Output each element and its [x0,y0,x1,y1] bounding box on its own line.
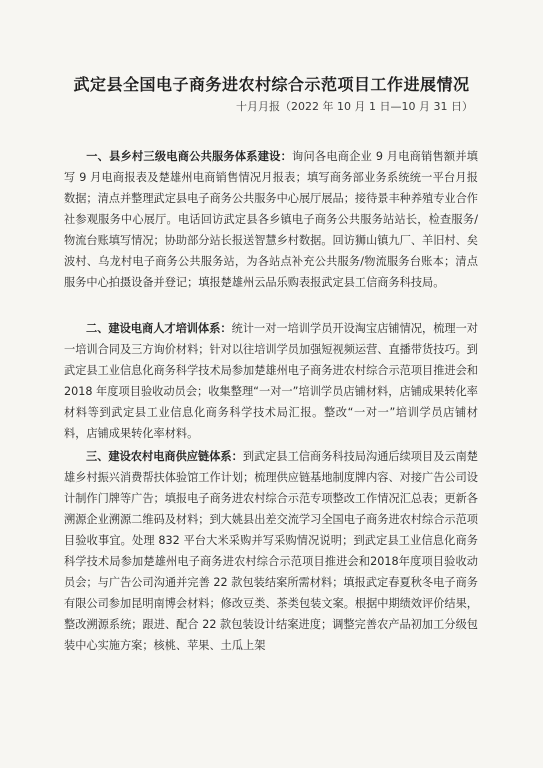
section-3-body: 到武定县工信商务科技局沟通后续项目及云南楚雄乡村振兴消费帮扶体验馆工作计划；梳理供应链基地制度牌内容、对接广告公司设计制作门牌等广告；填报电子商务进农村综合示范专项整改工作情况汇总表；更新各溯源企业溯源二维码及材料；到大姚县出差交流学习全国电子商务进农村综合示范项目验收事宜。处理 832 平台大米采购并写采购情况说明；到武定县工业信息化商务科学技术局参加楚雄州电子商务进农村综合示范项目推进会和2018年度项目验收动员会；与广告公司沟通并完善 22 款包装结案所需材料；填报武定春夏秋冬电子商务有限公司参加昆明南博会材料；修改豆类、茶类包装文案。根据中期绩效评价结果，整改溯源系统；跟进、配合 22 款包装设计结案进度；调整完善农产品初加工分级包装中心实施方案；核桃、苹果、土瓜上架 [64,450,478,652]
report-period: 十月月报（2022 年 10 月 1 日—10 月 31 日） [236,100,473,113]
section-2-body: 统计一对一培训学员开设淘宝店铺情况，梳理一对一培训合同及三方询价材料；针对以往培训学员加强短视频运营、直播带货技巧。到武定县工业信息化商务科学技术局参加楚雄州电子商务进农村综合示范项目推进会和 2018 年度项目验收动员会；收集整理“一对一”培训学员店铺材料，店铺成果转化率材料等到武定县工业信息化商务科学技术局汇报。整改“一对一”培训学员店铺材料，店铺成果转化率材料。 [64,322,478,440]
document-title: 武定县全国电子商务进农村综合示范项目工作进展情况 [73,75,470,94]
section-3 [64,446,478,656]
section-1 [64,146,478,293]
section-1-body: 询问各电商企业 9 月电商销售额并填写 9 月电商报表及楚雄州电商销售情况月报表；填写商务部业务系统统一平台月报数据；清点并整理武定县电子商务公共服务中心展厅展品；接待景丰种养殖专业合作社参观服务中心展厅。电话回访武定县各乡镇电子商务公共服务站站长，检查服务/物流台账填写情况；协助部分站长报送智慧乡村数据。回访狮山镇九厂、羊旧村、矣波村、乌龙村电子商务公共服务站，为各站点补充公共服务/物流服务台账本；清点服务中心拍摄设备并登记；填报楚雄州云品乐购表报武定县工信商务科技局。 [64,150,478,289]
section-1-heading: 一、县乡村三级电商公共服务体系建设： [86,150,293,163]
section-3-heading: 三、建设农村电商供应链体系： [86,450,243,463]
section-2 [64,318,478,444]
section-2-heading: 二、建设电商人才培训体系： [86,322,232,335]
